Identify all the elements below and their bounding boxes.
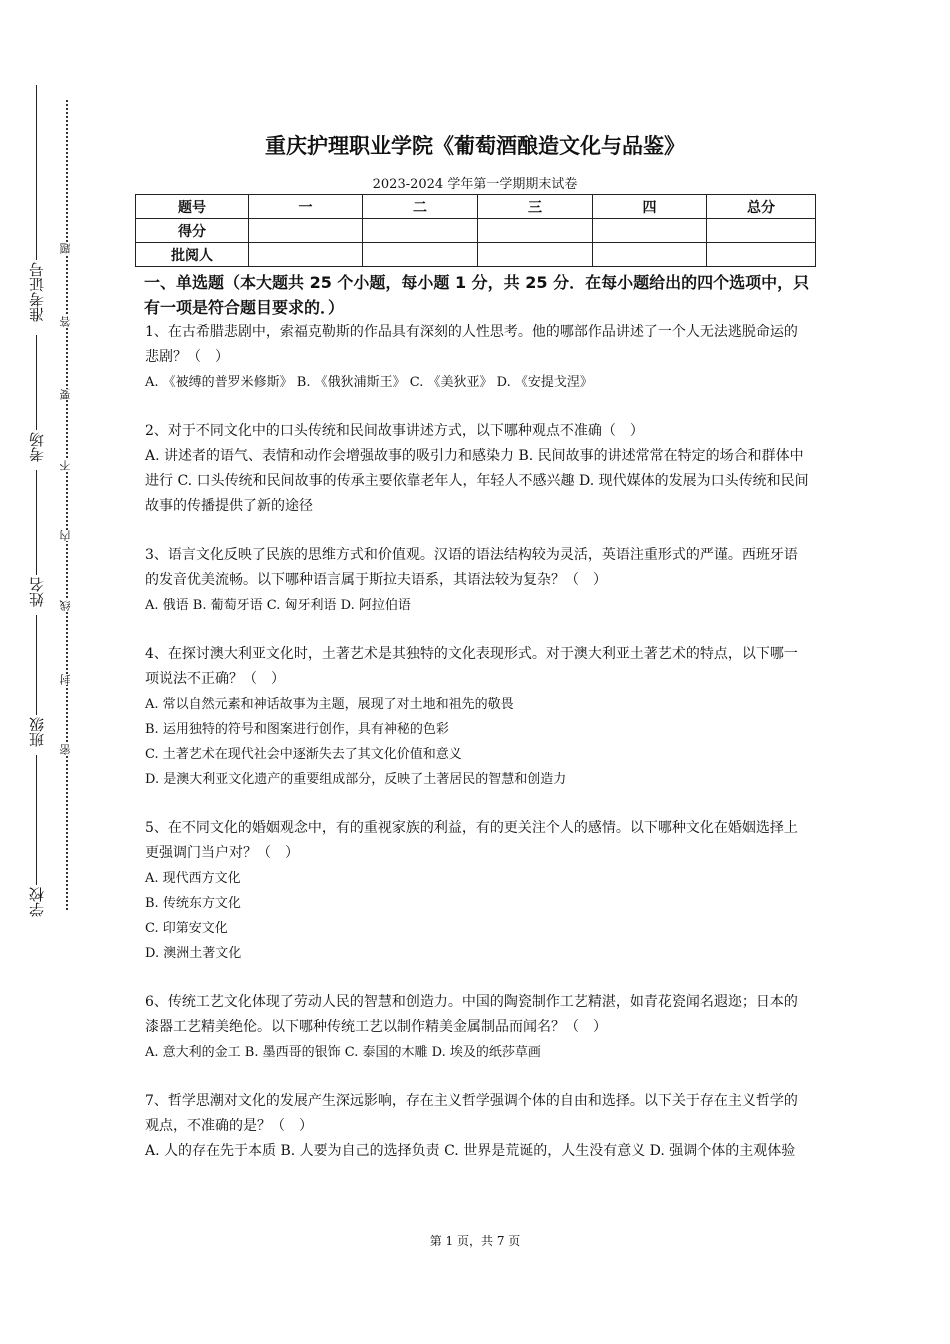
class-line: [36, 615, 37, 715]
question-stem: 6、传统工艺文化体现了劳动人民的智慧和创造力。中国的陶瓷制作工艺精湛，如青花瓷闻名遐迩；日本的漆器工艺精美绝伦。以下哪种传统工艺以制作精美金属制品而闻名？（ ）: [145, 994, 798, 1035]
score-cell: 四: [593, 195, 707, 219]
score-cell: [478, 219, 593, 243]
exam-room-line: [36, 335, 37, 430]
question-option: D. 是澳大利亚文化遗产的重要组成部分，反映了土著居民的智慧和创造力: [145, 772, 567, 787]
score-cell: [363, 243, 478, 267]
question-6: [145, 990, 810, 1065]
score-cell: 二: [363, 195, 478, 219]
score-cell: 批阅人: [136, 243, 249, 267]
exam-room-label: 考场: [28, 432, 46, 462]
school-label: 学校: [28, 887, 46, 917]
score-table-row: [136, 219, 816, 243]
name-line: [36, 470, 37, 575]
page-footer: 第 1 页，共 7 页: [429, 1234, 521, 1248]
question-2: [145, 419, 810, 519]
school-line: [36, 755, 37, 885]
score-cell: [478, 243, 593, 267]
score-cell: 题号: [136, 195, 249, 219]
question-option: C. 土著艺术在现代社会中逐渐失去了其文化价值和意义: [145, 747, 462, 762]
question-stem: 5、在不同文化的婚姻观念中，有的重视家族的利益，有的更关注个人的感情。以下哪种文化在婚姻选择上更强调门当户对？（ ）: [145, 820, 798, 861]
score-cell: [249, 219, 363, 243]
seal-char: 线: [59, 600, 72, 611]
seal-char: 封: [59, 674, 72, 685]
question-stem: 2、对于不同文化中的口头传统和民间故事讲述方式，以下哪种观点不准确（ ）: [145, 423, 644, 439]
question-stem: 3、语言文化反映了民族的思维方式和价值观。汉语的语法结构较为灵活，英语注重形式的严谨。西班牙语的发音优美流畅。以下哪种语言属于斯拉夫语系，其语法较为复杂？（ ）: [145, 547, 798, 588]
question-3: [145, 543, 810, 618]
question-stem: 7、哲学思潮对文化的发展产生深远影响，存在主义哲学强调个体的自由和选择。以下关于存在主义哲学的观点，不准确的是？（ ）: [145, 1093, 798, 1134]
score-cell: 得分: [136, 219, 249, 243]
score-cell: 一: [249, 195, 363, 219]
seal-char: 不: [59, 460, 72, 471]
question-options: A. 意大利的金工 B. 墨西哥的银饰 C. 泰国的木雕 D. 埃及的纸莎草画: [145, 1045, 541, 1060]
seal-char: 答: [59, 316, 72, 327]
question-option: A. 常以自然元素和神话故事为主题，展现了对土地和祖先的敬畏: [145, 697, 514, 712]
score-table-row: [136, 195, 816, 219]
name-label: 姓名: [28, 577, 46, 607]
score-cell: [707, 219, 816, 243]
score-table: [135, 194, 816, 267]
score-cell: [249, 243, 363, 267]
question-1: [145, 320, 810, 395]
seal-char: 密: [59, 744, 72, 755]
section-heading: 一、单选题（本大题共 25 个小题，每小题 1 分，共 25 分．在每小题给出的四个选项中，只有一项是符合题目要求的．）: [144, 273, 810, 317]
score-cell: [363, 219, 478, 243]
question-options: A. 人的存在先于本质 B. 人要为自己的选择负责 C. 世界是荒诞的，人生没有意义 D. 强调个体的主观体验: [145, 1143, 796, 1159]
question-options: A. 《被缚的普罗米修斯》 B. 《俄狄浦斯王》 C. 《美狄亚》 D. 《安提戈涅》: [145, 375, 593, 390]
question-option: B. 传统东方文化: [145, 896, 241, 911]
question-4: [145, 642, 810, 792]
question-7: [145, 1089, 810, 1164]
score-table-row: [136, 243, 816, 267]
score-cell: 三: [478, 195, 593, 219]
question-option: A. 现代西方文化: [145, 871, 241, 886]
question-stem: 4、在探讨澳大利亚文化时，土著艺术是其独特的文化表现形式。对于澳大利亚土著艺术的特点，以下哪一项说法不正确？（ ）: [145, 646, 798, 687]
score-cell: [593, 219, 707, 243]
question-options: A. 讲述者的语气、表情和动作会增强故事的吸引力和感染力 B. 民间故事的讲述常常在特定的场合和群体中进行 C. 口头传统和民间故事的传承主要依靠老年人，年轻人不感兴趣 D. 现代媒体的发展为口头传统和民间故事的传播提供了新的途径: [145, 448, 809, 514]
question-option: B. 运用独特的符号和图案进行创作，具有神秘的色彩: [145, 722, 449, 737]
exam-number-label: 准考证号: [28, 262, 46, 322]
seal-char: 内: [59, 530, 72, 541]
score-cell: 总分: [707, 195, 816, 219]
seal-char: 要: [59, 389, 72, 400]
seal-char: 题: [59, 243, 72, 254]
question-option: C. 印第安文化: [145, 921, 228, 936]
class-label: 班级: [28, 717, 46, 747]
question-option: D. 澳洲土著文化: [145, 946, 242, 961]
exam-subtitle: 2023-2024 学年第一学期期末试卷: [372, 177, 578, 192]
exam-content: [145, 270, 810, 1164]
exam-title: 重庆护理职业学院《葡萄酒酿造文化与品鉴》: [265, 134, 685, 158]
seal-dotted-line: [66, 100, 68, 910]
score-cell: [593, 243, 707, 267]
question-stem: 1、在古希腊悲剧中，索福克勒斯的作品具有深刻的人性思考。他的哪部作品讲述了一个人无法逃脱命运的悲剧？（ ）: [145, 324, 798, 365]
question-5: [145, 816, 810, 966]
score-cell: [707, 243, 816, 267]
question-options: A. 俄语 B. 葡萄牙语 C. 匈牙利语 D. 阿拉伯语: [145, 598, 411, 613]
